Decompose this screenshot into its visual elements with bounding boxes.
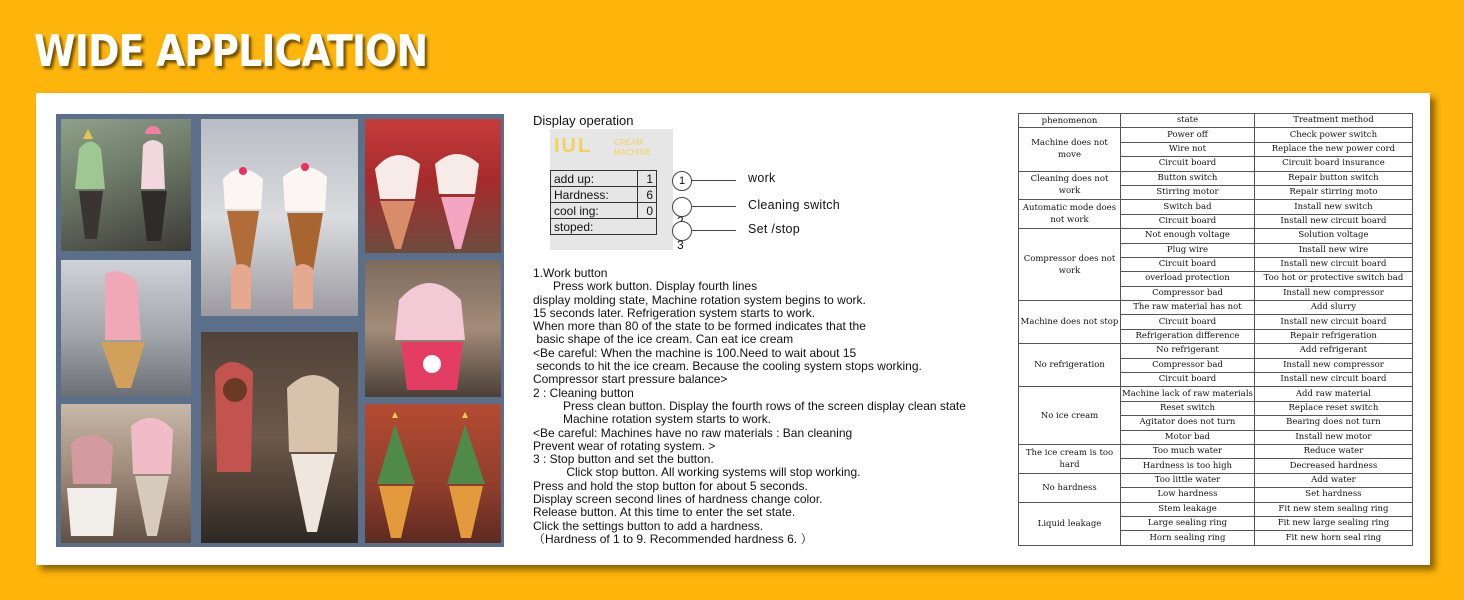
treatment-cell: Install new compressor: [1254, 358, 1412, 372]
treatment-cell: Bearing does not turn: [1254, 416, 1412, 430]
phenomenon-cell: No ice cream: [1019, 387, 1121, 445]
table-row: [1019, 502, 1413, 516]
state-cell: The raw material has not: [1121, 301, 1255, 315]
state-cell: Circuit board: [1121, 214, 1255, 228]
state-cell: Button switch: [1121, 171, 1255, 185]
treatment-cell: Reduce water: [1254, 444, 1412, 458]
phenomenon-cell: No refrigeration: [1019, 344, 1121, 387]
phenomenon-cell: Compressor does not work: [1019, 229, 1121, 301]
photo-pink-sprinkle-cup: [365, 260, 501, 397]
state-cell: Hardness is too high: [1121, 459, 1255, 473]
treatment-cell: Add slurry: [1254, 301, 1412, 315]
treatment-cell: Install new motor: [1254, 430, 1412, 444]
treatment-cell: Install new circuit board: [1254, 315, 1412, 329]
state-cell: Too little water: [1121, 473, 1255, 487]
instruction-line: 15 seconds later. Refrigeration system starts to work.: [533, 305, 816, 320]
state-cell: Switch bad: [1121, 200, 1255, 214]
state-cell: Too much water: [1121, 444, 1255, 458]
treatment-cell: Install new wire: [1254, 243, 1412, 257]
lcd-row: stoped:: [551, 219, 657, 235]
table-header-cell: state: [1121, 114, 1255, 128]
photo-matcha-cones: [61, 119, 191, 251]
lcd-logo-text: IUL: [554, 135, 593, 157]
lcd-brand: CREAM MACHINE: [614, 138, 651, 157]
state-cell: Circuit board: [1121, 315, 1255, 329]
instruction-line: Prevent wear of rotating system. >: [533, 438, 716, 453]
table-row: [1019, 200, 1413, 214]
set-stop-leader: [692, 230, 736, 231]
treatment-cell: Fit new large sealing ring: [1254, 516, 1412, 530]
state-cell: Not enough voltage: [1121, 229, 1255, 243]
treatment-cell: Install new circuit board: [1254, 257, 1412, 271]
photo-strawberry-cone: [61, 260, 191, 396]
treatment-cell: Replace reset switch: [1254, 401, 1412, 415]
treatment-cell: Repair refrigeration: [1254, 329, 1412, 343]
instruction-line: （Hardness of 1 to 9. Recommended hardness 6. ）: [533, 531, 813, 546]
display-operation-title: Display operation: [533, 113, 634, 128]
table-row: [1019, 229, 1413, 243]
table-header-row: [1019, 114, 1413, 128]
instruction-line: 2 : Cleaning button: [533, 385, 634, 400]
treatment-cell: Set hardness: [1254, 488, 1412, 502]
phenomenon-cell: Liquid leakage: [1019, 502, 1121, 545]
instruction-line: Click the settings button to add a hardness.: [533, 518, 764, 533]
table-row: [1019, 171, 1413, 185]
state-cell: Horn sealing ring: [1121, 531, 1255, 545]
table-header-cell: phenomenon: [1019, 114, 1121, 128]
instruction-line: Press clean button. Display the fourth rows of the screen display clean state: [533, 398, 966, 413]
table-row: [1019, 301, 1413, 315]
state-cell: No refrigerant: [1121, 344, 1255, 358]
cleaning-switch-label: Cleaning switch: [748, 198, 841, 212]
table-row: [1019, 344, 1413, 358]
phenomenon-cell: Machine does not move: [1019, 128, 1121, 171]
table-row: [1019, 473, 1413, 487]
treatment-cell: Add refrigerant: [1254, 344, 1412, 358]
troubleshooting-table: [1018, 113, 1413, 546]
phenomenon-cell: Cleaning does not work: [1019, 171, 1121, 200]
state-cell: Plug wire: [1121, 243, 1255, 257]
state-cell: Agitator does not turn: [1121, 416, 1255, 430]
state-cell: Refrigeration difference: [1121, 329, 1255, 343]
treatment-cell: Add water: [1254, 473, 1412, 487]
treatment-cell: Add raw material: [1254, 387, 1412, 401]
photo-cone-with-wafer: [201, 332, 358, 543]
treatment-cell: Too hot or protective switch bad: [1254, 272, 1412, 286]
lcd-display: [550, 129, 673, 250]
state-cell: Power off: [1121, 128, 1255, 142]
state-cell: Wire not: [1121, 142, 1255, 156]
treatment-cell: Replace the new power cord: [1254, 142, 1412, 156]
table-header-cell: Treatment method: [1254, 114, 1412, 128]
page-headline: WIDE APPLICATION: [34, 26, 428, 77]
work-button[interactable]: 1: [672, 171, 692, 191]
state-cell: Circuit board: [1121, 157, 1255, 171]
instruction-line: Press and hold the stop button for about 5 seconds.: [533, 478, 808, 493]
treatment-cell: Fit new stem sealing ring: [1254, 502, 1412, 516]
phenomenon-cell: Machine does not stop: [1019, 301, 1121, 344]
state-cell: overload protection: [1121, 272, 1255, 286]
table-row: [1019, 387, 1413, 401]
work-button-leader: [692, 180, 736, 181]
treatment-cell: Install new circuit board: [1254, 373, 1412, 387]
photo-strawberry-cones-crumble: [61, 404, 191, 543]
treatment-cell: Solution voltage: [1254, 229, 1412, 243]
treatment-cell: Check power switch: [1254, 128, 1412, 142]
instruction-line: Press work button. Display fourth lines: [533, 279, 758, 294]
instruction-line: basic shape of the ice cream. Can eat ice cream: [533, 332, 794, 347]
content-panel: [36, 93, 1430, 565]
treatment-cell: Install new switch: [1254, 200, 1412, 214]
cleaning-switch-leader: [692, 206, 736, 207]
state-cell: Low hardness: [1121, 488, 1255, 502]
instruction-line: seconds to hit the ice cream. Because the cooling system stops working.: [533, 359, 922, 374]
instruction-line: Machine rotation system starts to work.: [533, 412, 772, 427]
phenomenon-cell: The ice cream is too hard: [1019, 444, 1121, 473]
photo-heart-cones: [201, 119, 358, 316]
instruction-line: <Be careful: Machines have no raw materials : Ban cleaning: [533, 425, 853, 440]
treatment-cell: Repair stirring moto: [1254, 185, 1412, 199]
instructions-text: [533, 267, 1013, 546]
instruction-line: <Be careful: When the machine is 100.Need to wait about 15: [533, 345, 857, 360]
phenomenon-cell: No hardness: [1019, 473, 1121, 502]
photo-sprinkle-cones-street: [365, 119, 501, 253]
treatment-cell: Decreased hardness: [1254, 459, 1412, 473]
state-cell: Stem leakage: [1121, 502, 1255, 516]
state-cell: Large sealing ring: [1121, 516, 1255, 530]
set-stop-number: 3: [677, 238, 684, 252]
table-row: [1019, 444, 1413, 458]
instruction-line: Display screen second lines of hardness change color.: [533, 492, 823, 507]
state-cell: Stirring motor: [1121, 185, 1255, 199]
state-cell: Compressor bad: [1121, 358, 1255, 372]
instruction-line: display molding state, Machine rotation system begins to work.: [533, 292, 866, 307]
lcd-row: Hardness: 6: [551, 187, 657, 203]
state-cell: Machine lack of raw materials: [1121, 387, 1255, 401]
treatment-cell: Repair button switch: [1254, 171, 1412, 185]
instruction-line: Release button. At this time to enter the set state.: [533, 505, 796, 520]
instruction-line: Compressor start pressure balance>: [533, 372, 728, 387]
state-cell: Circuit board: [1121, 373, 1255, 387]
work-button-label: work: [748, 171, 776, 185]
ice-cream-photo-collage: [56, 114, 504, 547]
state-cell: Circuit board: [1121, 257, 1255, 271]
state-cell: Reset switch: [1121, 401, 1255, 415]
table-row: [1019, 128, 1413, 142]
treatment-cell: Circuit board insurance: [1254, 157, 1412, 171]
treatment-cell: Install new compressor: [1254, 286, 1412, 300]
instruction-line: 1.Work button: [533, 266, 608, 280]
phenomenon-cell: Automatic mode does not work: [1019, 200, 1121, 229]
treatment-cell: Install new circuit board: [1254, 214, 1412, 228]
instruction-line: Click stop button. All working systems will stop working.: [533, 465, 861, 480]
state-cell: Compressor bad: [1121, 286, 1255, 300]
treatment-cell: Fit new horn seal ring: [1254, 531, 1412, 545]
lcd-status-table: [550, 170, 657, 235]
state-cell: Motor bad: [1121, 430, 1255, 444]
lcd-row: cool ing: 0: [551, 203, 657, 219]
set-stop-label: Set /stop: [748, 222, 801, 236]
instruction-line: When more than 80 of the state to be formed indicates that the: [533, 319, 866, 334]
lcd-row: add up: 1: [551, 171, 657, 187]
instruction-line: 3 : Stop button and set the button.: [533, 452, 714, 467]
photo-christmas-tree-cones: [365, 404, 501, 543]
